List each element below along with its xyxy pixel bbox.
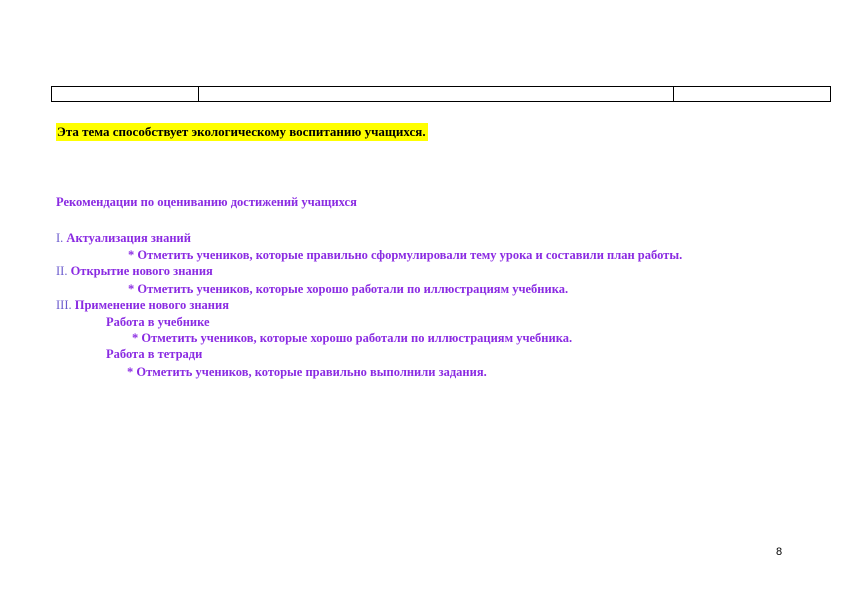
section-1-item: * Отметить учеников, которые правильно сформулировали тему урока и составили план работы.: [128, 248, 683, 262]
page-number: 8: [776, 546, 783, 558]
section-1-numeral: I.: [56, 231, 64, 245]
table-cell-middle: [199, 87, 674, 102]
header-table: [51, 86, 831, 102]
section-3-title: [56, 298, 229, 313]
section-1-title: [56, 231, 191, 246]
table-row: [52, 87, 831, 102]
section-3-title-text: Применение нового знания: [71, 298, 229, 312]
section-3-numeral: III.: [56, 298, 72, 312]
section-2-numeral: II.: [56, 264, 68, 278]
section-3-sub-1-title: Работа в учебнике: [106, 315, 210, 329]
table-cell-left: [52, 87, 199, 102]
highlighted-statement: Эта тема способствует экологическому воспитанию учащихся.: [57, 124, 426, 139]
section-2-item: * Отметить учеников, которые хорошо работали по иллюстрациям учебника.: [128, 282, 569, 296]
section-3-sub-2-title: Работа в тетради: [106, 347, 203, 361]
section-2-title-text: Открытие нового знания: [67, 264, 213, 278]
section-3-sub-2-item: * Отметить учеников, которые правильно выполнили задания.: [127, 365, 487, 379]
recommendations-heading: Рекомендации по оцениванию достижений учащихся: [56, 195, 357, 209]
section-3-sub-1-item: * Отметить учеников, которые хорошо работали по иллюстрациям учебника.: [132, 331, 573, 345]
table-cell-right: [674, 87, 831, 102]
section-2-title: [56, 264, 213, 279]
section-1-title-text: Актуализация знаний: [63, 231, 191, 245]
